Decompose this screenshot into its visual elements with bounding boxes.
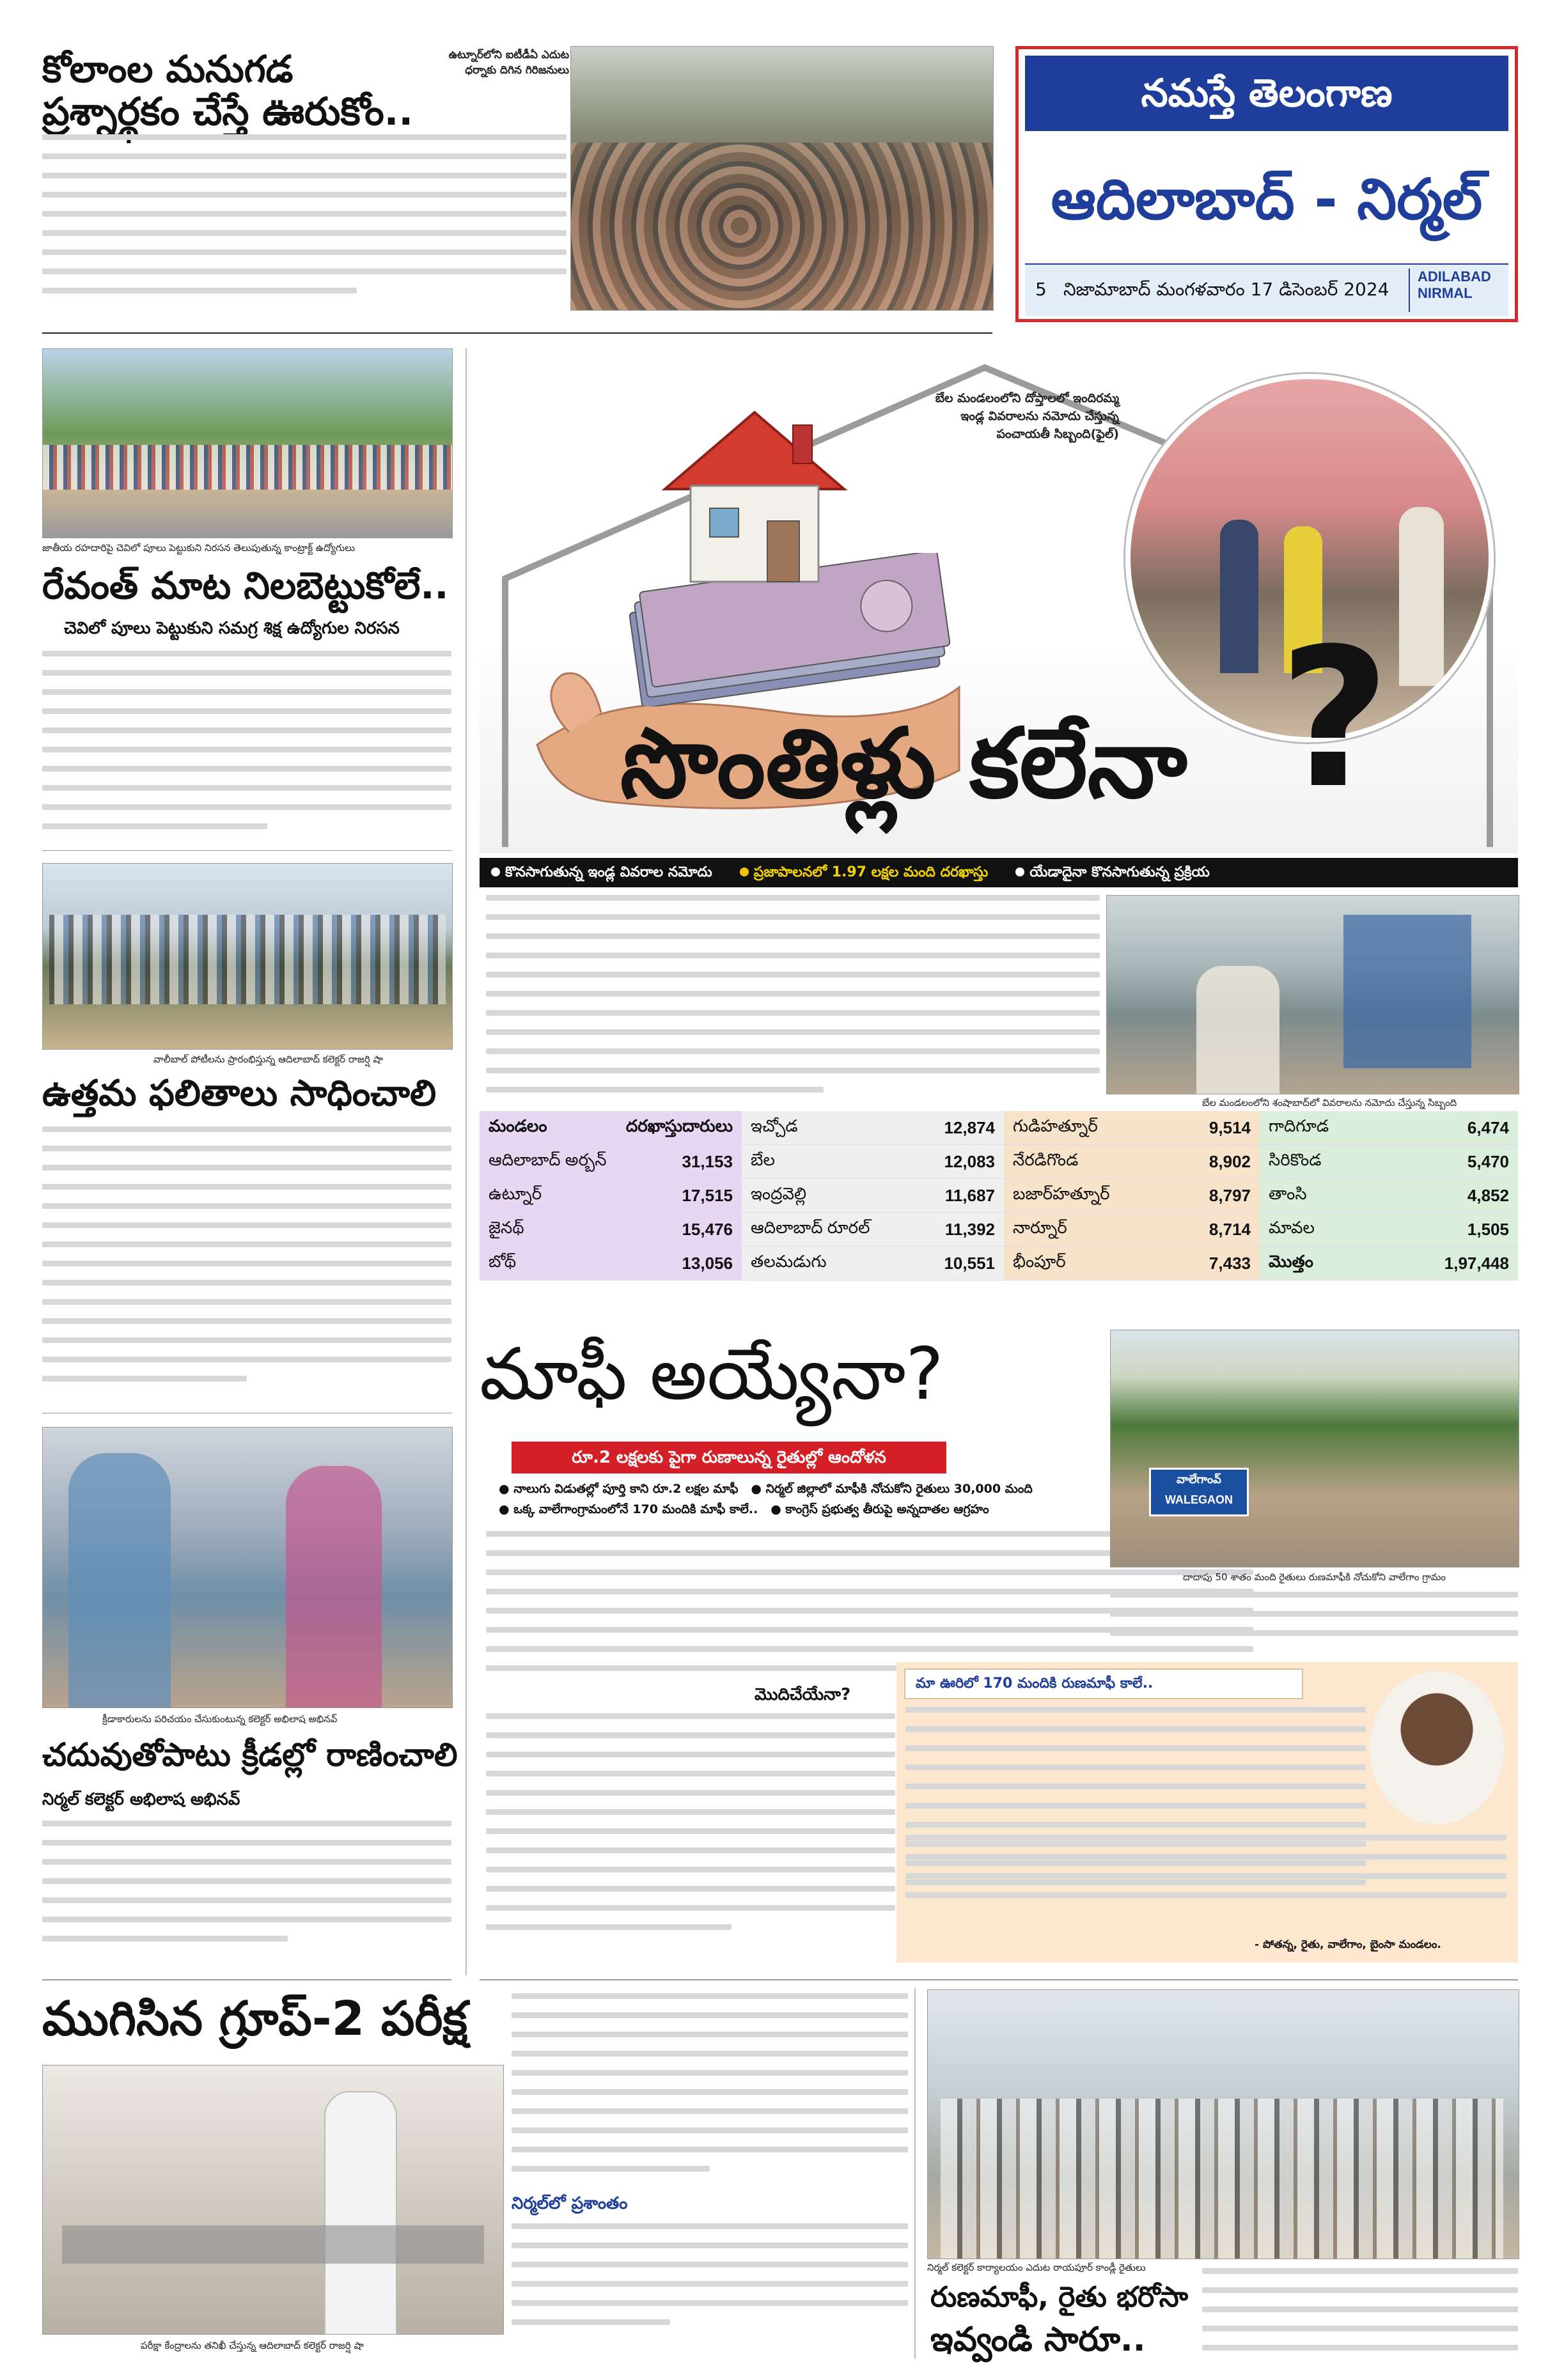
story4-photo: [42, 1427, 453, 1708]
walegaon-sign-en: WALEGAON: [1165, 1493, 1233, 1506]
table-row: [1004, 1145, 1260, 1179]
table-row: [1260, 1179, 1518, 1213]
group2-body: [512, 1993, 908, 2185]
mandal-name: ఇచ్చోడ: [742, 1111, 916, 1145]
mafi-box-title-bar: [904, 1668, 1303, 1699]
strip-item-1: కొనసాగుతున్న ఇండ్ల వివరాల నమోదు: [505, 864, 712, 880]
story4-photo-caption: క్రీడాకారులను పరిచయం చేసుకుంటున్న కలెక్టర్ అభిలాష అభినవ్: [102, 1713, 338, 1725]
masthead-brand-bar: [1025, 56, 1508, 131]
edition-en-2: NIRMAL: [1418, 285, 1473, 301]
table-row: [1260, 1111, 1518, 1145]
group2-body-2: [512, 2223, 908, 2351]
story2-headline: రేవంత్ మాట నిలబెట్టుకోలే..: [42, 564, 449, 607]
mandal-value: 15,476: [616, 1213, 742, 1247]
table-row: [1260, 1213, 1518, 1247]
lead-body: [486, 895, 1100, 1106]
mandal-value: 11,392: [916, 1213, 1004, 1247]
table-row: [480, 1247, 742, 1280]
farmers-photo-caption: నిర్మల్ కలెక్టర్ కార్యాలయం ఎదుట రాయపూర్ కాండ్లీ రైతులు: [927, 2262, 1146, 2273]
walegaon-sign: [1149, 1468, 1249, 1516]
lead-highlights-strip: [480, 858, 1518, 887]
mandal-name: బజార్‌హత్నూర్: [1004, 1179, 1172, 1213]
mafi-photo-caption: దాదాపు 50 శాతం మంది రైతులు రుణమాఫీకి నోచుకోని వాలేగాం గ్రామం: [1183, 1571, 1446, 1583]
mandal-name: ఉట్నూర్: [480, 1179, 616, 1213]
mafi-photo: [1110, 1330, 1519, 1567]
lead-inset-caption: బేల మండలంలోని దోప్తాలలో ఇందిరమ్మ ఇండ్ల వివరాలను నమోదు చేస్తున్న పంచాయతీ సిబ్బంది(ఫైల్): [935, 391, 1119, 441]
edition-en-1: ADILABAD: [1418, 268, 1491, 284]
mandal-name: ఇంద్రవెల్లి: [742, 1179, 916, 1213]
table-header-mandal: మండలం: [480, 1111, 616, 1145]
farmers-body: [1202, 2268, 1518, 2364]
mandal-name: నార్నూర్: [1004, 1213, 1172, 1247]
mandal-value: 5,470: [1385, 1145, 1518, 1179]
mafi-headline: మాఫీ అయ్యేనా?: [480, 1333, 944, 1416]
farmers-headline-2: ఇవ్వండి సారూ..: [930, 2321, 1146, 2359]
story1-headline-1: కోలాంల మనుగడ: [42, 47, 293, 91]
table-row: [480, 1213, 742, 1247]
table-row: [742, 1213, 1004, 1247]
mandal-value: 11,687: [916, 1179, 1004, 1213]
table-row: [742, 1247, 1004, 1280]
table-row: [1260, 1145, 1518, 1179]
mandal-name: ఆదిలాబాద్ రూరల్: [742, 1213, 916, 1247]
mafi-box-signature: - పోతన్న, రైతు, వాలేగాం, బైంసా మండలం.: [1255, 1938, 1441, 1951]
story2-subhead: చెవిలో పూలు పెట్టుకుని సమగ్ర శిక్ష ఉద్యోగుల నిరసన: [64, 619, 400, 638]
table-row: [742, 1111, 1004, 1145]
story4-byline: నిర్మల్ కలెక్టర్ అభిలాష అభినవ్: [42, 1790, 240, 1809]
lead-photo: [1106, 895, 1519, 1094]
masthead-dateline-bar: [1025, 263, 1508, 316]
mandal-value: 6,474: [1385, 1111, 1518, 1145]
mafi-banner-text: రూ.2 లక్షలకు పైగా రుణాలున్న రైతుల్లో ఆందోళన: [572, 1448, 886, 1467]
table-row: [742, 1179, 1004, 1213]
mafi-box-title: మా ఊరిలో 170 మందికి రుణమాఫీ కాలే..: [916, 1676, 1154, 1692]
mandal-name: మొత్తం: [1260, 1247, 1385, 1280]
mandal-value: 4,852: [1385, 1179, 1518, 1213]
mandal-name: బోథ్: [480, 1247, 616, 1280]
story3-photo: [42, 863, 453, 1050]
story3-photo-caption: వాలీబాల్ పోటీలను ప్రారంభిస్తున్న ఆదిలాబాద్ కలెక్టర్ రాజర్షి షా: [153, 1054, 383, 1065]
farmer-portrait: [1370, 1671, 1504, 1824]
table-header-apps: దరఖాస్తుదారులు: [616, 1111, 742, 1145]
mafi-bullet-2: నిర్మల్ జిల్లాలో మాఫీకి నోచుకోని రైతులు 30,000 మంది: [765, 1482, 1033, 1496]
group2-subhead: నిర్మల్‌లో ప్రశాంతం: [512, 2194, 628, 2213]
mafi-bullet-3: ఒక్క వాలేగాంగ్రామంలోనే 170 మందికి మాఫీ కాలే..: [513, 1502, 758, 1516]
table-row-total: [1260, 1247, 1518, 1280]
masthead-brand: నమస్తే తెలంగాణ: [1141, 71, 1393, 116]
mafi-farmer-box: [896, 1662, 1518, 1963]
story1-headline-2: ప్రశ్నార్థకం చేస్తే ఊరుకోం..: [42, 89, 414, 134]
story1-photo-caption: ఉట్నూర్‌లోని ఐటీడీఏ ఎదుట ధర్నాకు దిగిన గిరిజనులు: [448, 49, 569, 77]
mandal-value: 1,505: [1385, 1213, 1518, 1247]
masthead: [1015, 46, 1518, 322]
mandal-value: 7,433: [1172, 1247, 1260, 1280]
mandal-value: 12,874: [916, 1111, 1004, 1145]
story4-headline: చదువుతోపాటు క్రీడల్లో రాణించాలి: [42, 1736, 458, 1773]
house-icon: [652, 400, 857, 591]
masthead-edition-title: ఆదిలాబాద్ - నిర్మల్: [1051, 166, 1483, 232]
table-col-1: [480, 1111, 742, 1280]
edition-en: [1409, 268, 1514, 312]
table-row: [742, 1145, 1004, 1179]
story2-photo-caption: జాతీయ రహదారిపై చెవిలో పూలు పెట్టుకుని నిరసన తెలుపుతున్న కాంట్రాక్ట్ ఉద్యోగులు: [42, 542, 355, 554]
story3-body: [42, 1126, 451, 1408]
table-header-row: [480, 1111, 742, 1145]
strip-item-2: ప్రజాపాలనలో 1.97 లక్షల మంది దరఖాస్తు: [753, 864, 989, 880]
mandal-name: తాంసి: [1260, 1179, 1385, 1213]
story2-body: [42, 651, 451, 843]
mandal-name: గుడిహత్నూర్: [1004, 1111, 1172, 1145]
mafi-body-3: [1110, 1592, 1518, 1662]
mandal-name: తలమడుగు: [742, 1247, 916, 1280]
table-row: [1004, 1213, 1260, 1247]
mandal-name: భీంపూర్: [1004, 1247, 1172, 1280]
lead-photo-caption: బేల మండలంలోని శంషాబాద్‌లో వివరాలను నమోదు చేస్తున్న సిబ్బంది: [1202, 1097, 1457, 1108]
lead-graphic: [480, 348, 1518, 853]
mandal-value: 8,797: [1172, 1179, 1260, 1213]
mandal-name: గాదిగూడ: [1260, 1111, 1385, 1145]
table-row: [1004, 1179, 1260, 1213]
story1-body: [42, 134, 567, 307]
dateline: నిజామాబాద్ మంగళవారం 17 డిసెంబర్ 2024: [1063, 279, 1389, 300]
group2-photo-caption: పరీక్షా కేంద్రాలను తనిఖీ చేస్తున్న ఆదిలాబాద్ కలెక్టర్ రాజర్షి షా: [141, 2340, 364, 2351]
mafi-body-2: [486, 1713, 895, 1956]
mandal-value: 8,902: [1172, 1145, 1260, 1179]
mandal-value: 9,514: [1172, 1111, 1260, 1145]
mafi-bullet-4: కాంగ్రెస్ ప్రభుత్వ తీరుపై అన్నదాతల ఆగ్రహం: [785, 1502, 989, 1516]
mandal-value: 17,515: [616, 1179, 742, 1213]
table-row: [1004, 1247, 1260, 1280]
table-row: [1004, 1111, 1260, 1145]
mandal-name: మావల: [1260, 1213, 1385, 1247]
mafi-bullets: ● నాలుగు విడుతల్లో పూర్తి కాని రూ.2 లక్షల మాఫీ ● నిర్మల్ జిల్లాలో మాఫీకి నోచుకోని రైతులు 30,000 మంది ● ఒక్క వాలేగాంగ్రామంలోనే 170 మందికి మాఫీ కాలే.. ● కాంగ్రెస్ ప్రభుత్వ తీరుపై అన్నదాతల ఆగ్రహం: [499, 1482, 1033, 1516]
mandal-value: 31,153: [616, 1145, 742, 1179]
mandal-value: 12,083: [916, 1145, 1004, 1179]
table-row: [480, 1179, 742, 1213]
walegaon-sign-te: వాలేగాంవ్: [1177, 1473, 1221, 1486]
mafi-bullet-1: నాలుగు విడుతల్లో పూర్తి కాని రూ.2 లక్షల మాఫీ: [513, 1482, 739, 1496]
mafi-banner: [512, 1442, 946, 1474]
mandal-name: నేరడిగొండ: [1004, 1145, 1172, 1179]
story3-headline: ఉత్తమ ఫలితాలు సాధించాలి: [42, 1073, 437, 1114]
page-number: 5: [1035, 279, 1047, 300]
farmers-headline-1: రుణమాఫీ, రైతు భరోసా: [930, 2281, 1189, 2314]
mandal-name: బేల: [742, 1145, 916, 1179]
masthead-edition: [1025, 145, 1508, 254]
lead-headline-question-mark: ?: [1279, 607, 1391, 830]
table-col-4: [1260, 1111, 1518, 1280]
mafi-crosshead: మొదిచేయేనా?: [755, 1685, 851, 1704]
group2-photo: [42, 2065, 504, 2335]
applicants-table: [480, 1111, 1518, 1303]
lead-headline: సొంతిళ్లు కలేనా: [620, 708, 1187, 820]
mandal-value: 10,551: [916, 1247, 1004, 1280]
story2-photo: [42, 348, 453, 538]
strip-item-3: యేడాదైనా కొనసాగుతున్న ప్రక్రియ: [1029, 864, 1210, 880]
mandal-name: ఆదిలాబాద్ అర్బన్: [480, 1145, 616, 1179]
story4-body: [42, 1821, 451, 1968]
mandal-value: 1,97,448: [1385, 1247, 1518, 1280]
mafi-box-body-2: [905, 1835, 1506, 1924]
group2-headline: ముగిసిన గ్రూప్-2 పరీక్ష: [42, 1991, 467, 2046]
story1-photo: [570, 46, 994, 311]
mandal-name: జైనథ్: [480, 1213, 616, 1247]
farmers-photo: [927, 1989, 1519, 2259]
table-col-2: [742, 1111, 1004, 1280]
mandal-name: సిరికొండ: [1260, 1145, 1385, 1179]
table-col-3: [1004, 1111, 1260, 1280]
mandal-value: 13,056: [616, 1247, 742, 1280]
mandal-value: 8,714: [1172, 1213, 1260, 1247]
table-row: [480, 1145, 742, 1179]
